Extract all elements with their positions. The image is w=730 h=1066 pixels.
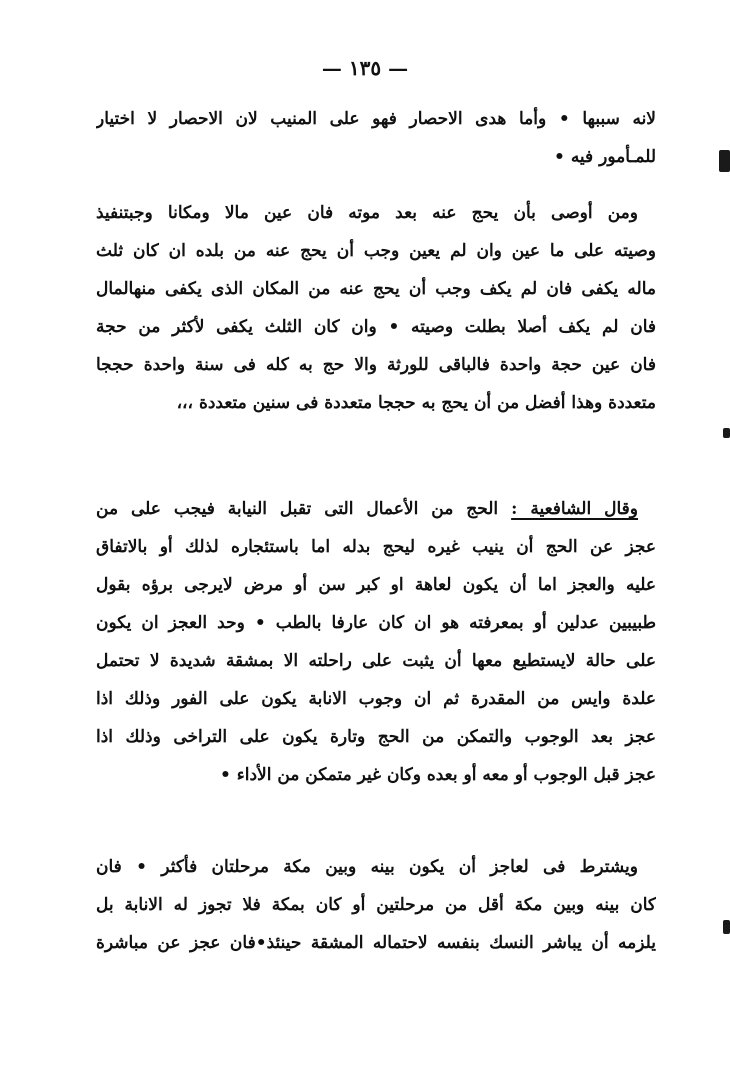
paragraph-2-line-4: فان لم يكف أصلا بطلت وصيته • وان كان الثلث يكفى لأكثر من حجة: [96, 317, 656, 337]
paragraph-3: [96, 490, 656, 794]
paragraph-3-line-7: عجز بعد الوجوب والتمكن من الحج وتارة يكون على التراخى وذلك اذا: [96, 727, 656, 747]
paragraph-3-line-2: عجز عن الحج أن ينيب غيره ليحج بدله اما باستئجاره لذلك أو بالاتفاق: [96, 537, 656, 557]
paragraph-2-line-5: فان عين حجة واحدة فالباقى للورثة والا حج به كله فى سنة واحدة حججا: [96, 355, 656, 375]
paragraph-2-line-3: ماله يكفى فان لم يكف وجب أن يحج عنه من المكان الذى يكفى منهالمال: [96, 279, 656, 299]
scan-edge-mark: [723, 920, 730, 934]
paragraph-2-line-2: وصيته على ما عين وان لم يعين وجب أن يحج عنه من بلده ان كان ثلث: [96, 241, 656, 261]
paragraph-2-line-6: متعددة وهذا أفضل من أن يحج به حججا متعددة فى سنين متعددة ،،،: [176, 393, 656, 413]
paragraph-3-line-8: عجز قبل الوجوب أو معه أو بعده وكان غير متمكن من الأداء •: [219, 765, 656, 785]
paragraph-4-line-3: يلزمه أن يباشر النسك بنفسه لاحتماله المشقة حينئذ•فان عجز عن مباشرة: [96, 933, 656, 953]
paragraph-3-line-6: علدة وايس من المقدرة ثم ان وجوب الانابة يكون على الفور وذلك اذا: [96, 689, 656, 709]
paragraph-3-line-4: طبيبين عدلين أو بمعرفته هو ان كان عارفا بالطب • وحد العجز ان يكون: [96, 613, 656, 633]
paragraph-4-line-1: ويشترط فى لعاجز أن يكون بينه وبين مكة مرحلتان فأكثر • فان: [96, 857, 638, 877]
scan-edge-mark: [723, 428, 730, 438]
paragraph-3-line-3: عليه والعجز اما أن يكون لعاهة او كبر سن أو مرض لايرجى برؤه بقول: [96, 575, 656, 595]
paragraph-2: [96, 194, 656, 422]
paragraph-3-line-5: على حالة لايستطيع معها أن يثبت على راحلته الا بمشقة شديدة لا تحتمل: [96, 651, 656, 671]
paragraph-4-line-2: كان بينه وبين مكة أقل من مرحلتين أو كان بمكة فلا تجوز له الانابة بل: [96, 895, 656, 915]
scan-edge-mark: [719, 150, 730, 172]
paragraph-2-line-1: ومن أوصى بأن يحج عنه بعد موته فان عين مالا ومكانا وجبتنفيذ: [96, 203, 638, 223]
section-heading: وقال الشافعية :: [511, 499, 638, 519]
paragraph-1-line-2: للمـأمور فيه •: [554, 147, 656, 167]
page-number: — ١٣٥ —: [321, 56, 409, 80]
paragraph-1-line-1: لانه سببها • وأما هدى الاحصار فهو على المنيب لان الاحصار لا اختيار: [96, 109, 656, 129]
paragraph-3-line-1: [96, 490, 656, 528]
paragraph-1: [96, 100, 656, 176]
paragraph-4: [96, 848, 656, 962]
paragraph-3-line-1-text: الحج من الأعمال التى تقبل النيابة فيجب على من: [96, 499, 499, 519]
